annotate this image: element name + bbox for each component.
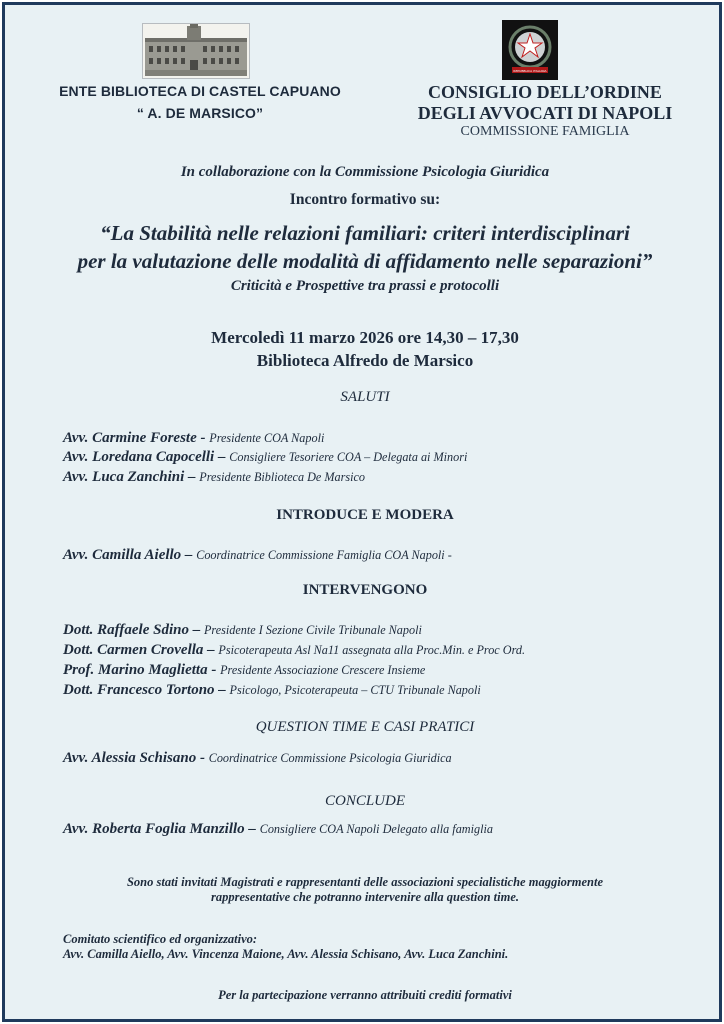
speaker-role: Psicologo, Psicoterapeuta – CTU Tribunale Napoli — [229, 683, 481, 697]
speaker-role: Presidente I Sezione Civile Tribunale Napoli — [203, 623, 422, 637]
speaker-row — [63, 661, 425, 679]
speaker-name: Avv. Roberta Foglia Manzillo – — [63, 821, 260, 837]
speaker-role: Consigliere Tesoriere COA – Delegata ai Minori — [229, 450, 468, 464]
speaker-role: Psicoterapeuta Asl Na11 assegnata alla Proc.Min. e Proc Ord. — [218, 643, 525, 657]
speaker-role: Consigliere COA Napoli Delegato alla famiglia — [259, 822, 493, 836]
speaker-row — [63, 429, 324, 447]
section-saluti: SALUTI — [340, 389, 390, 405]
emblem-text: REPUBBLICA ITALIANA — [513, 69, 547, 73]
speaker-name: Avv. Loredana Capocelli – — [63, 449, 230, 465]
credits-note: Per la partecipazione verranno attribuiti crediti formativi — [218, 988, 512, 1002]
palace-building-icon — [142, 23, 250, 79]
coa-name-line2: DEGLI AVVOCATI DI NAPOLI — [417, 103, 673, 123]
speaker-name: Avv. Alessia Schisano - — [63, 750, 209, 766]
speaker-name: Avv. Luca Zanchini – — [63, 469, 200, 485]
speaker-role: Coordinatrice Commissione Psicologia Giuridica — [208, 751, 452, 765]
ente-header — [5, 83, 395, 121]
event-title-line1: “La Stabilità nelle relazioni familiari: criteri interdisciplinari — [100, 221, 630, 245]
speaker-role: Presidente Biblioteca De Marsico — [199, 470, 365, 484]
event-subtitle: Criticità e Prospettive tra prassi e protocolli — [230, 278, 500, 294]
italian-republic-emblem-icon — [502, 20, 558, 80]
ente-name-line1: ENTE BIBLIOTECA DI CASTEL CAPUANO — [59, 83, 341, 99]
event-title-line2: per la valutazione delle modalità di affidamento nelle separazioni” — [77, 249, 653, 273]
palace-building-drawing — [143, 24, 249, 78]
speaker-row — [63, 681, 481, 699]
collaboration-line: In collaborazione con la Commissione Psicologia Giuridica — [180, 164, 550, 180]
speaker-row — [63, 641, 525, 659]
event-venue: Biblioteca Alfredo de Marsico — [256, 351, 474, 370]
coa-header — [365, 82, 722, 140]
incontro-label: Incontro formativo su: — [289, 191, 441, 208]
section-question-time: QUESTION TIME E CASI PRATICI — [255, 719, 475, 735]
speaker-name: Dott. Carmen Crovella – — [63, 642, 219, 658]
speaker-row — [63, 749, 452, 767]
speaker-row — [63, 448, 467, 466]
section-intervengono: INTERVENGONO — [302, 582, 428, 598]
speaker-row — [63, 468, 365, 486]
speaker-role: Coordinatrice Commissione Famiglia COA Napoli - — [196, 548, 452, 562]
coa-name-line1: CONSIGLIO DELL’ORDINE — [428, 82, 662, 102]
committee-members: Avv. Camilla Aiello, Avv. Vincenza Maione, Avv. Alessia Schisano, Avv. Luca Zanchini. — [63, 947, 509, 961]
speaker-name: Avv. Carmine Foreste - — [63, 430, 210, 446]
committee-label: Comitato scientifico ed organizzativo: — [63, 932, 258, 946]
speaker-name: Dott. Raffaele Sdino – — [63, 622, 204, 638]
invited-note-line2: rappresentative che potranno intervenire alla question time. — [211, 890, 519, 904]
section-conclude: CONCLUDE — [324, 793, 406, 809]
invited-note-line1: Sono stati invitati Magistrati e rappresentanti delle associazioni specialistiche maggiormente — [126, 875, 604, 889]
speaker-name: Avv. Camilla Aiello – — [63, 547, 197, 563]
speaker-row — [63, 621, 422, 639]
section-introduce: INTRODUCE E MODERA — [276, 507, 454, 523]
coa-commission: COMMISSIONE FAMIGLIA — [460, 124, 630, 139]
speaker-role: Presidente COA Napoli — [209, 431, 325, 445]
event-date: Mercoledì 11 marzo 2026 ore 14,30 – 17,30 — [211, 328, 519, 347]
speaker-name: Dott. Francesco Tortono – — [63, 682, 230, 698]
flyer — [2, 2, 722, 1022]
speaker-row — [63, 820, 493, 838]
speaker-role: Presidente Associazione Crescere Insieme — [220, 663, 426, 677]
speaker-row — [63, 546, 452, 564]
ente-name-line2: “ A. DE MARSICO” — [136, 105, 264, 121]
speaker-name: Prof. Marino Maglietta - — [63, 662, 221, 678]
